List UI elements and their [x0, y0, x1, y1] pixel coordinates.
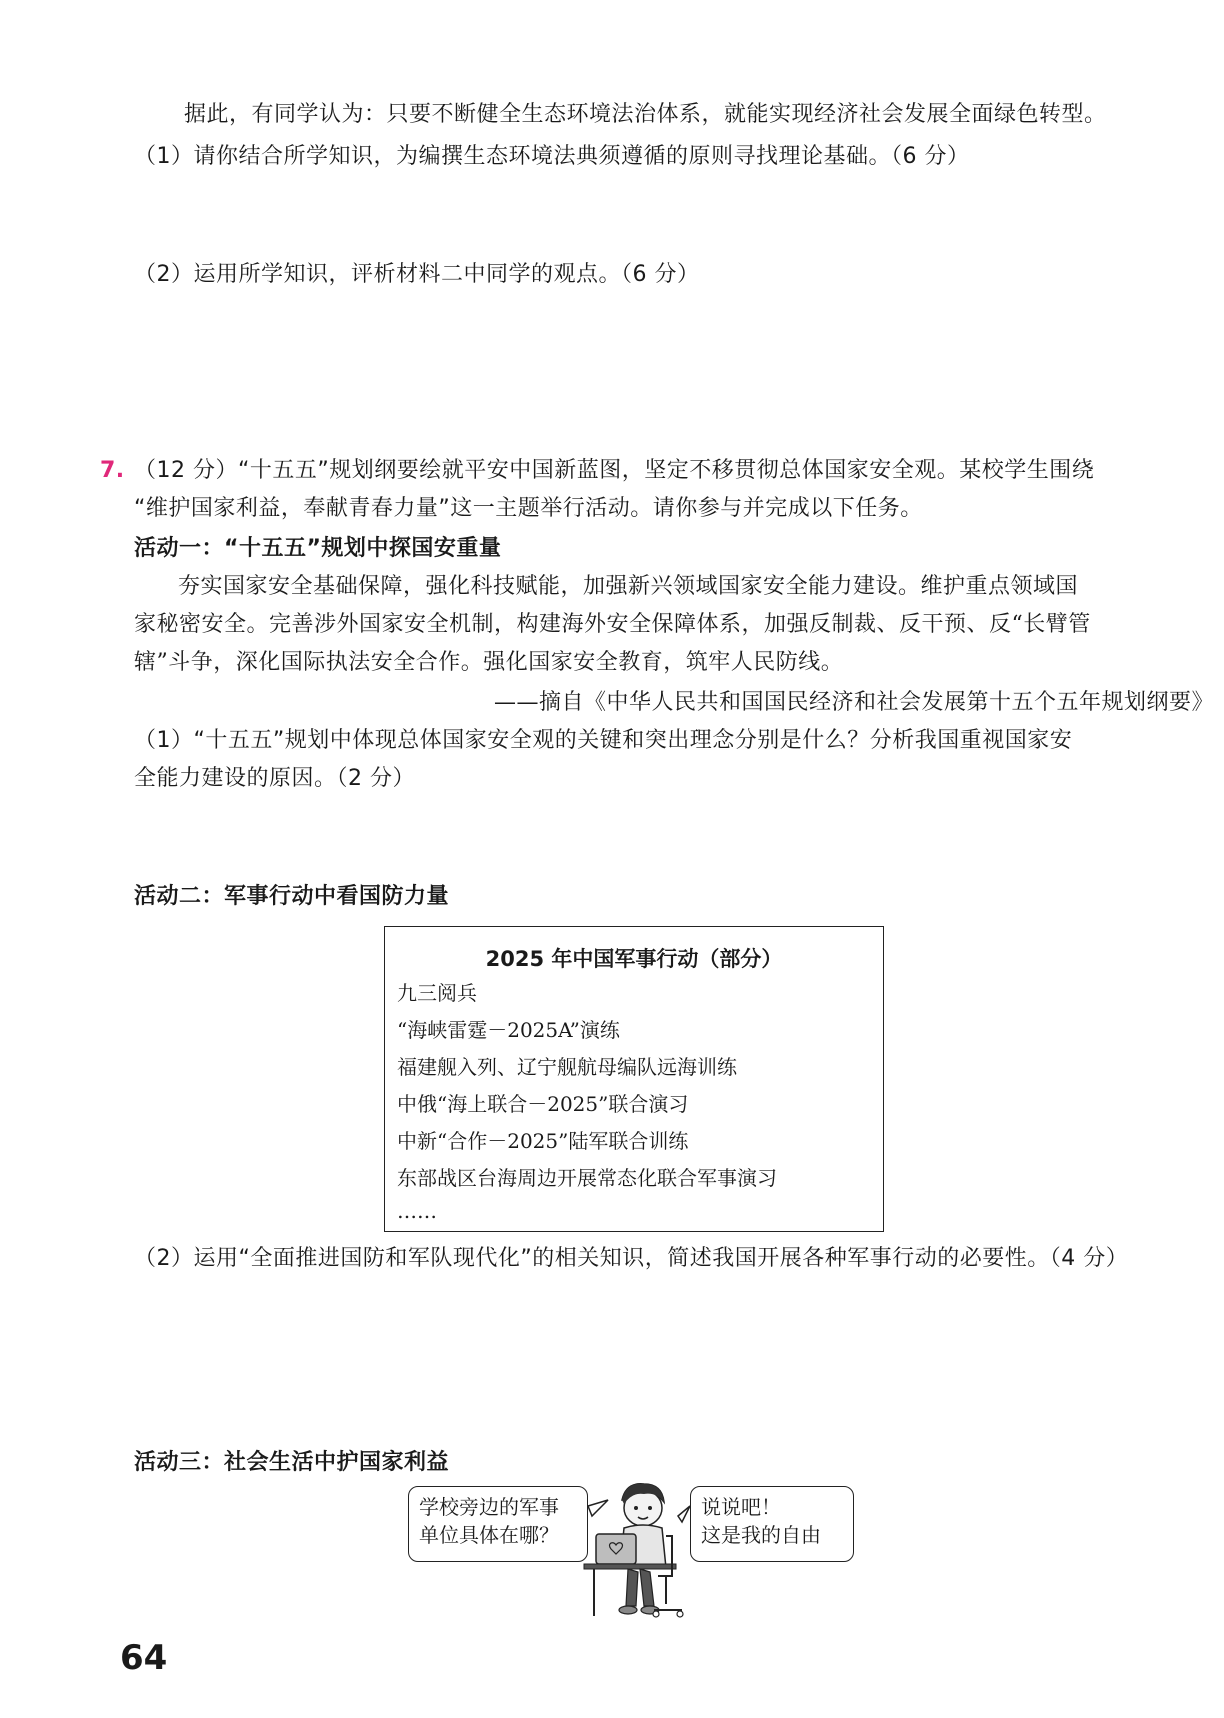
- question-number: 7.: [100, 458, 125, 483]
- q7-1-line2: 全能力建设的原因。（2 分）: [134, 766, 415, 791]
- box-item: 中新“合作－2025”陆军联合训练: [397, 1129, 689, 1153]
- student-at-computer-illustration: [578, 1476, 698, 1626]
- bubble-left-line1: 学校旁边的军事: [419, 1495, 559, 1519]
- bubble-right-line1: 说说吧！: [701, 1495, 781, 1519]
- q7-1-line1: （1）“十五五”规划中体现总体国家安全观的关键和突出理念分别是什么？分析我国重视国家安: [134, 728, 1073, 753]
- speech-bubble-question: [408, 1486, 588, 1562]
- activity1-heading: 活动一：“十五五”规划中探国安重量: [134, 536, 502, 561]
- activity1-source: ——摘自《中华人民共和国国民经济和社会发展第十五个五年规划纲要》: [494, 690, 1215, 715]
- bubble-right-line2: 这是我的自由: [701, 1523, 821, 1547]
- activity1-material-line1: 夯实国家安全基础保障，强化科技赋能，加强新兴领域国家安全能力建设。维护重点领域国: [178, 574, 1079, 599]
- box-item: 中俄“海上联合－2025”联合演习: [397, 1092, 689, 1116]
- bubble-left-line2: 单位具体在哪？: [419, 1523, 559, 1547]
- page-number: 64: [120, 1638, 168, 1678]
- box-item: 九三阅兵: [397, 981, 477, 1005]
- activity2-heading: 活动二：军事行动中看国防力量: [134, 884, 450, 909]
- box-title: 2025 年中国军事行动（部分）: [485, 947, 783, 971]
- question-6-2: （2）运用所学知识，评析材料二中同学的观点。（6 分）: [134, 262, 700, 287]
- activity3-heading: 活动三：社会生活中护国家利益: [134, 1450, 450, 1475]
- speech-bubble-response: [690, 1486, 854, 1562]
- military-actions-box: [384, 926, 884, 1232]
- question-6-1: （1）请你结合所学知识，为编撰生态环境法典须遵循的原则寻找理论基础。（6 分）: [134, 144, 970, 169]
- box-item: ……: [397, 1199, 437, 1223]
- q7-intro-line1: （12 分）“十五五”规划纲要绘就平安中国新蓝图，坚定不移贯彻总体国家安全观。某校学生围绕: [134, 458, 1095, 483]
- activity1-material-line3: 辖”斗争，深化国际执法安全合作。强化国家安全教育，筑牢人民防线。: [134, 650, 844, 675]
- q7-intro-line2: “维护国家利益，奉献青春力量”这一主题举行活动。请你参与并完成以下任务。: [134, 496, 923, 521]
- box-item: “海峡雷霆－2025A”演练: [397, 1018, 620, 1042]
- material-viewpoint: 据此，有同学认为：只要不断健全生态环境法治体系，就能实现经济社会发展全面绿色转型。: [184, 102, 1107, 127]
- box-item: 东部战区台海周边开展常态化联合军事演习: [397, 1166, 777, 1190]
- activity1-material-line2: 家秘密安全。完善涉外国家安全机制，构建海外安全保障体系，加强反制裁、反干预、反“长臂管: [134, 612, 1091, 637]
- box-item: 福建舰入列、辽宁舰航母编队远海训练: [397, 1055, 737, 1079]
- q7-2: （2）运用“全面推进国防和军队现代化”的相关知识，简述我国开展各种军事行动的必要性。（4 分）: [134, 1246, 1129, 1271]
